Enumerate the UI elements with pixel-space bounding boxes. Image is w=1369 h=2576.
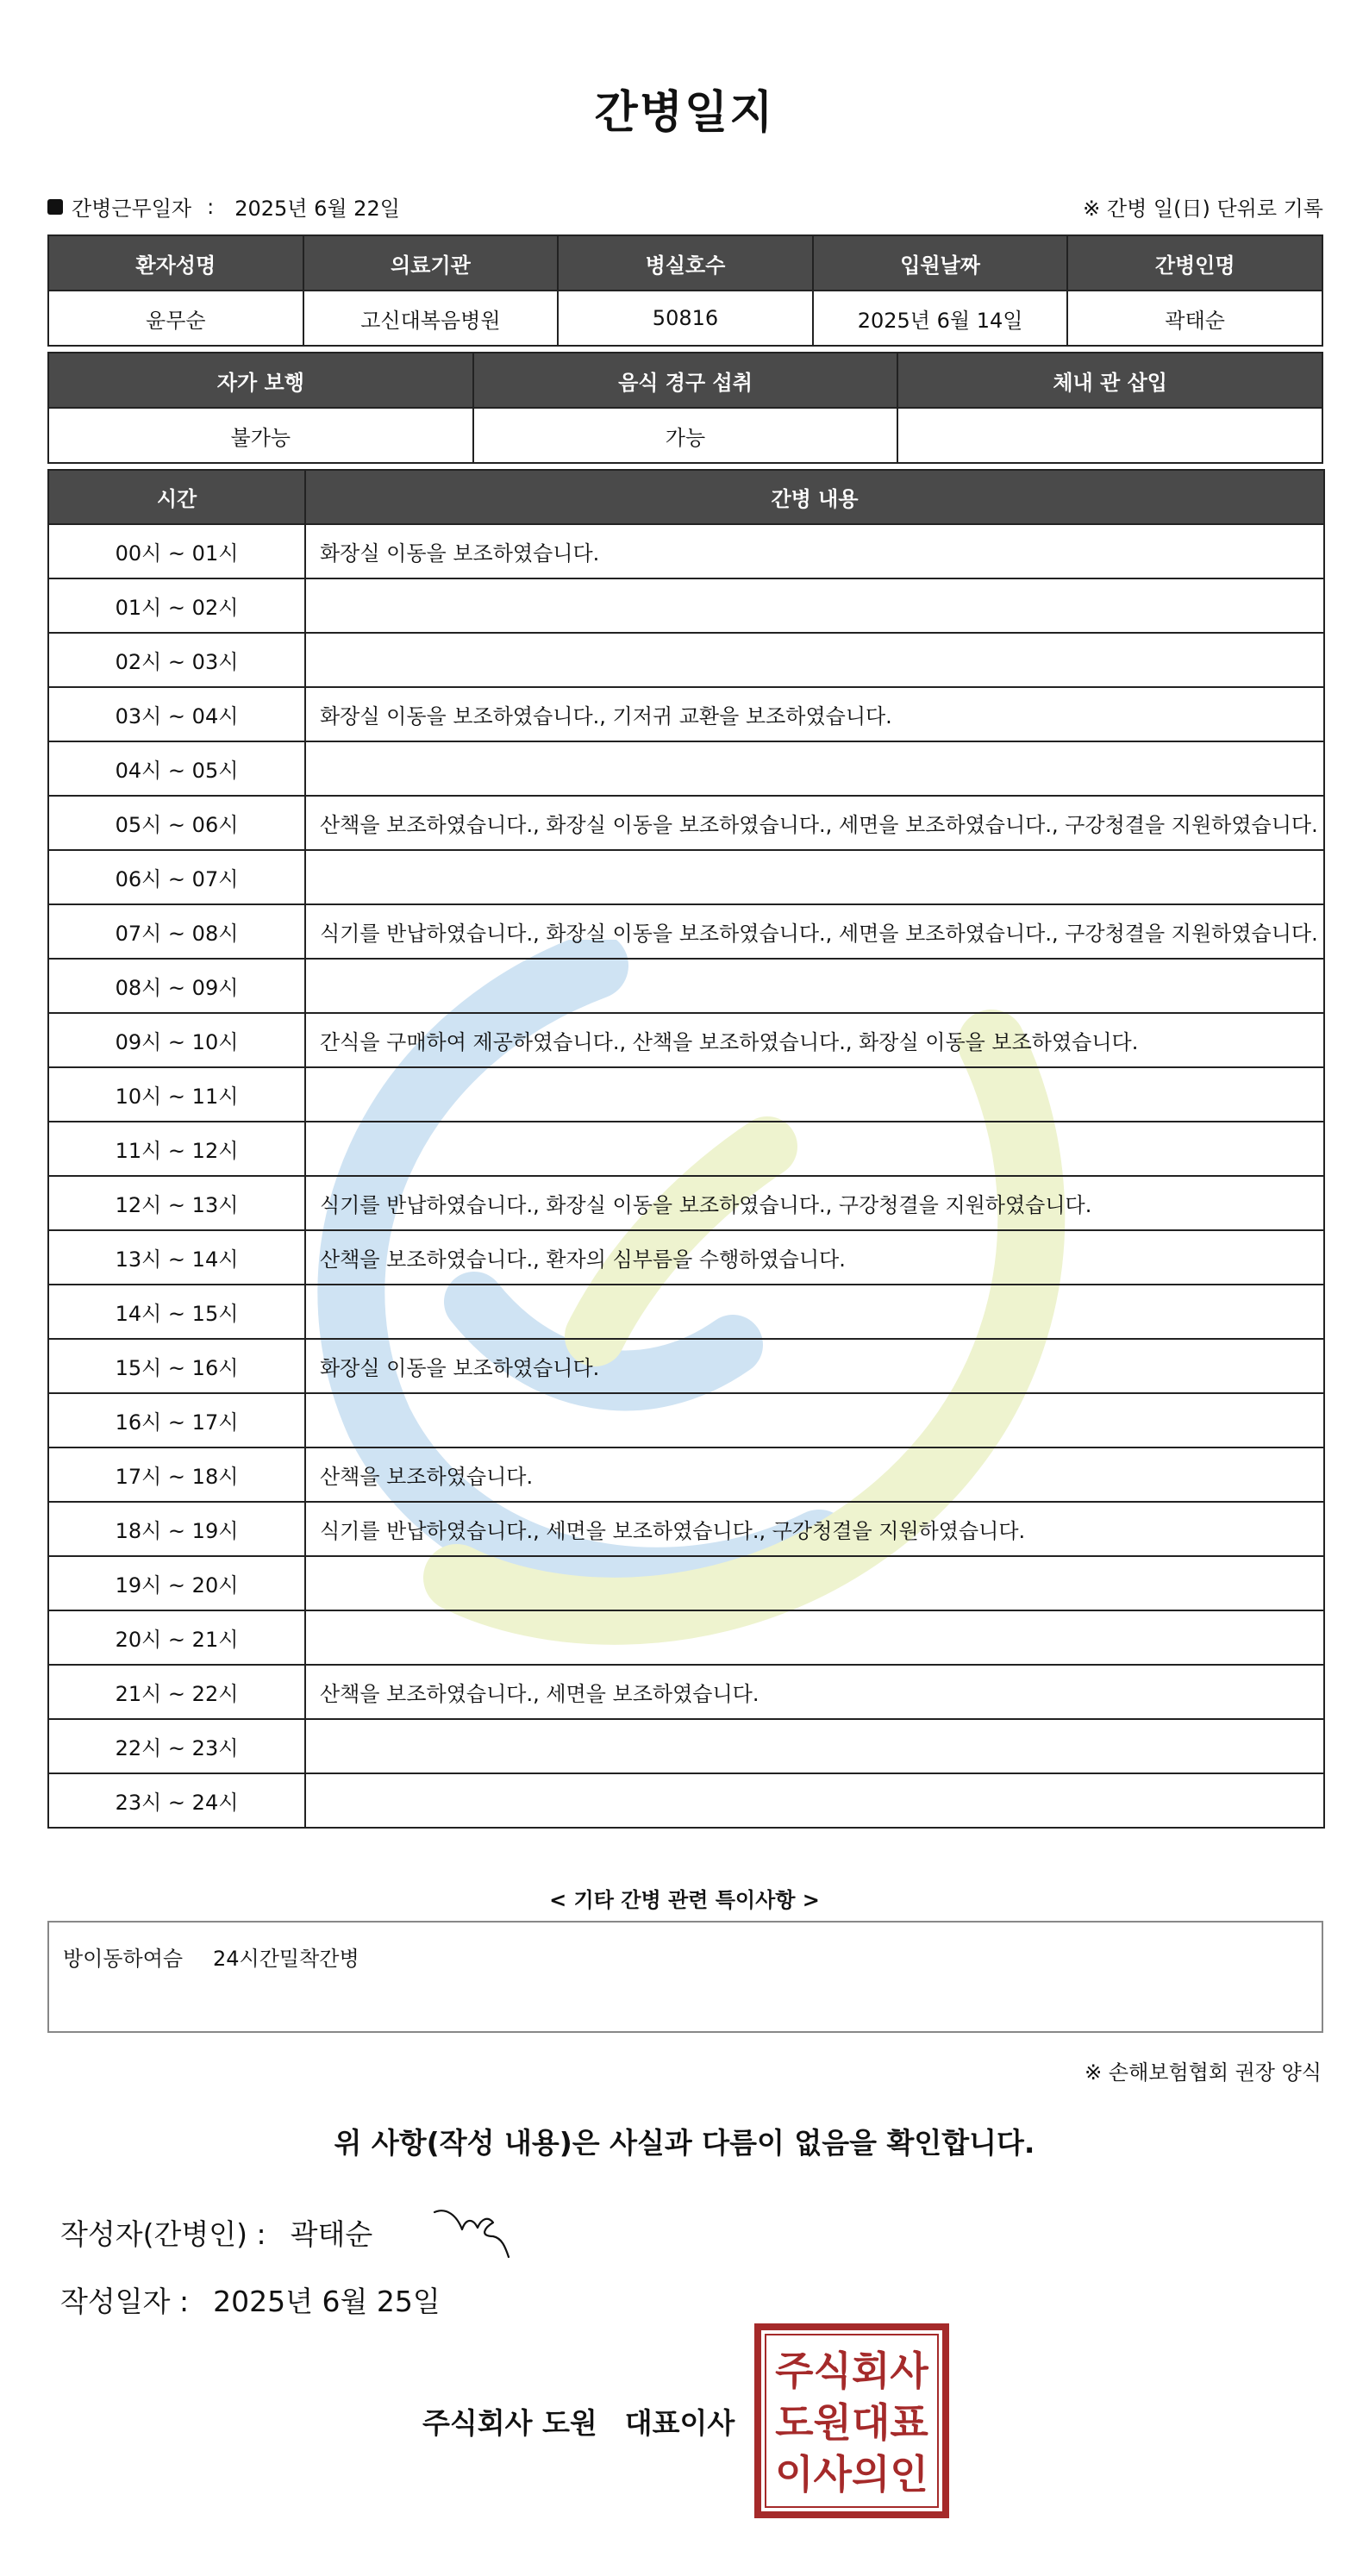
care-row bbox=[48, 1013, 1324, 1067]
care-row bbox=[48, 850, 1324, 904]
care-content-cell bbox=[305, 959, 1324, 1013]
self-walking-value: 불가능 bbox=[48, 408, 473, 463]
care-row bbox=[48, 1556, 1324, 1610]
care-row bbox=[48, 1610, 1324, 1665]
care-content-cell: 식기를 반납하였습니다., 화장실 이동을 보조하였습니다., 구강청결을 지원하였습니다. bbox=[305, 1176, 1324, 1230]
care-content-cell: 간식을 구매하여 제공하였습니다., 산책을 보조하였습니다., 화장실 이동을 보조하였습니다. bbox=[305, 1013, 1324, 1067]
care-log-table bbox=[47, 469, 1325, 1829]
confirmation-statement: 위 사항(작성 내용)은 사실과 다름이 없음을 확인합니다. bbox=[334, 2126, 1035, 2160]
care-row bbox=[48, 1447, 1324, 1502]
care-row bbox=[48, 1665, 1324, 1719]
notes-box bbox=[47, 1921, 1323, 2033]
work-date-row bbox=[47, 191, 1323, 222]
care-content-cell bbox=[305, 578, 1324, 633]
care-time-cell: 08시 ~ 09시 bbox=[48, 959, 305, 1013]
care-content-cell bbox=[305, 1719, 1324, 1773]
care-row bbox=[48, 1230, 1324, 1285]
care-content-cell: 화장실 이동을 보조하였습니다. bbox=[305, 524, 1324, 578]
patient-header-row bbox=[48, 235, 1322, 291]
patient-status-table bbox=[47, 352, 1323, 464]
company-seal bbox=[753, 2323, 950, 2519]
care-content-cell: 화장실 이동을 보조하였습니다., 기저귀 교환을 보조하였습니다. bbox=[305, 687, 1324, 741]
status-value-row bbox=[48, 408, 1322, 463]
care-content-cell: 식기를 반납하였습니다., 화장실 이동을 보조하였습니다., 세면을 보조하였습니다., 구강청결을 지원하였습니다. bbox=[305, 904, 1324, 959]
tube-insertion-value bbox=[897, 408, 1322, 463]
seal-line: 주식회사 bbox=[775, 2348, 928, 2394]
care-content-cell: 산책을 보조하였습니다., 화장실 이동을 보조하였습니다., 세면을 보조하였습니다., 구강청결을 지원하였습니다. bbox=[305, 796, 1324, 850]
hospital-name: 고신대복음병원 bbox=[303, 291, 559, 346]
header-admission-date: 입원날짜 bbox=[813, 235, 1068, 291]
care-content-cell: 화장실 이동을 보조하였습니다. bbox=[305, 1339, 1324, 1393]
company-signature-line bbox=[422, 2401, 735, 2442]
header-tube-insertion: 체내 관 삽입 bbox=[897, 353, 1322, 408]
care-content-cell bbox=[305, 850, 1324, 904]
care-content-cell: 산책을 보조하였습니다., 세면을 보조하였습니다. bbox=[305, 1665, 1324, 1719]
author-name: 곽태순 bbox=[290, 2217, 373, 2251]
company-role: 대표이사 bbox=[624, 2406, 735, 2440]
care-content-cell bbox=[305, 1067, 1324, 1122]
seal-line: 도원대표 bbox=[775, 2399, 928, 2446]
signature-mark bbox=[431, 2200, 517, 2260]
author-row bbox=[60, 2212, 372, 2253]
care-time-cell: 10시 ~ 11시 bbox=[48, 1067, 305, 1122]
patient-value-row bbox=[48, 291, 1322, 346]
care-row bbox=[48, 524, 1324, 578]
header-time: 시간 bbox=[48, 470, 305, 524]
header-caregiver: 간병인명 bbox=[1067, 235, 1322, 291]
care-content-cell bbox=[305, 1556, 1324, 1610]
care-time-cell: 04시 ~ 05시 bbox=[48, 741, 305, 796]
care-time-cell: 15시 ~ 16시 bbox=[48, 1339, 305, 1393]
company-name: 주식회사 도원 bbox=[422, 2406, 597, 2440]
oral-intake-value: 가능 bbox=[473, 408, 898, 463]
care-time-cell: 21시 ~ 22시 bbox=[48, 1665, 305, 1719]
care-time-cell: 00시 ~ 01시 bbox=[48, 524, 305, 578]
care-content-cell bbox=[305, 1610, 1324, 1665]
care-time-cell: 18시 ~ 19시 bbox=[48, 1502, 305, 1556]
care-time-cell: 07시 ~ 08시 bbox=[48, 904, 305, 959]
written-date-label: 작성일자 : bbox=[60, 2285, 190, 2318]
header-care-content: 간병 내용 bbox=[305, 470, 1324, 524]
care-row bbox=[48, 687, 1324, 741]
care-row bbox=[48, 1719, 1324, 1773]
care-time-cell: 03시 ~ 04시 bbox=[48, 687, 305, 741]
written-date-value: 2025년 6월 25일 bbox=[213, 2285, 441, 2318]
care-row bbox=[48, 1339, 1324, 1393]
care-row bbox=[48, 1393, 1324, 1447]
care-content-cell bbox=[305, 741, 1324, 796]
care-time-cell: 16시 ~ 17시 bbox=[48, 1393, 305, 1447]
header-oral-intake: 음식 경구 섭취 bbox=[473, 353, 898, 408]
status-header-row bbox=[48, 353, 1322, 408]
unit-note: ※ 간병 일(日) 단위로 기록 bbox=[1083, 197, 1323, 221]
care-row bbox=[48, 1502, 1324, 1556]
care-row bbox=[48, 1285, 1324, 1339]
work-date-label: 간병근무일자 bbox=[72, 197, 192, 221]
notes-title: < 기타 간병 관련 특이사항 > bbox=[549, 1888, 820, 1912]
header-patient-name: 환자성명 bbox=[48, 235, 303, 291]
care-time-cell: 11시 ~ 12시 bbox=[48, 1122, 305, 1176]
written-date-row bbox=[60, 2279, 441, 2320]
care-content-cell bbox=[305, 1122, 1324, 1176]
care-row bbox=[48, 904, 1324, 959]
care-row bbox=[48, 578, 1324, 633]
care-row bbox=[48, 741, 1324, 796]
care-time-cell: 06시 ~ 07시 bbox=[48, 850, 305, 904]
care-time-cell: 19시 ~ 20시 bbox=[48, 1556, 305, 1610]
care-time-cell: 02시 ~ 03시 bbox=[48, 633, 305, 687]
care-time-cell: 05시 ~ 06시 bbox=[48, 796, 305, 850]
care-time-cell: 13시 ~ 14시 bbox=[48, 1230, 305, 1285]
header-room: 병실호수 bbox=[558, 235, 813, 291]
care-content-cell: 식기를 반납하였습니다., 세면을 보조하였습니다., 구강청결을 지원하였습니다. bbox=[305, 1502, 1324, 1556]
care-time-cell: 23시 ~ 24시 bbox=[48, 1773, 305, 1828]
author-label: 작성자(간병인) : bbox=[60, 2217, 266, 2251]
work-date-value: 2025년 6월 22일 bbox=[234, 197, 400, 221]
seal-line: 이사의인 bbox=[775, 2451, 928, 2498]
note-item: 24시간밀착간병 bbox=[213, 1947, 359, 1971]
care-content-cell: 산책을 보조하였습니다., 환자의 심부름을 수행하였습니다. bbox=[305, 1230, 1324, 1285]
care-content-cell bbox=[305, 633, 1324, 687]
patient-name: 윤무순 bbox=[48, 291, 303, 346]
care-time-cell: 17시 ~ 18시 bbox=[48, 1447, 305, 1502]
care-content-cell bbox=[305, 1773, 1324, 1828]
care-time-cell: 09시 ~ 10시 bbox=[48, 1013, 305, 1067]
care-row bbox=[48, 1122, 1324, 1176]
care-content-cell bbox=[305, 1393, 1324, 1447]
header-self-walking: 자가 보행 bbox=[48, 353, 473, 408]
header-hospital: 의료기관 bbox=[303, 235, 559, 291]
patient-info-table bbox=[47, 234, 1323, 347]
work-date-group bbox=[47, 191, 400, 222]
caregiver-name: 곽태순 bbox=[1067, 291, 1322, 346]
care-row bbox=[48, 959, 1324, 1013]
note-item: 방이동하여슴 bbox=[63, 1947, 184, 1971]
care-time-cell: 14시 ~ 15시 bbox=[48, 1285, 305, 1339]
page-title: 간병일지 bbox=[594, 87, 775, 139]
care-row bbox=[48, 1067, 1324, 1122]
care-header-row bbox=[48, 470, 1324, 524]
work-date-colon: : bbox=[207, 194, 215, 219]
care-row bbox=[48, 1773, 1324, 1828]
form-source-note: ※ 손해보험협회 권장 양식 bbox=[1085, 2060, 1322, 2085]
care-time-cell: 12시 ~ 13시 bbox=[48, 1176, 305, 1230]
admission-date: 2025년 6월 14일 bbox=[813, 291, 1068, 346]
square-bullet-icon bbox=[47, 199, 63, 215]
care-row bbox=[48, 633, 1324, 687]
care-time-cell: 22시 ~ 23시 bbox=[48, 1719, 305, 1773]
care-time-cell: 20시 ~ 21시 bbox=[48, 1610, 305, 1665]
care-content-cell: 산책을 보조하였습니다. bbox=[305, 1447, 1324, 1502]
care-row bbox=[48, 1176, 1324, 1230]
care-time-cell: 01시 ~ 02시 bbox=[48, 578, 305, 633]
care-row bbox=[48, 796, 1324, 850]
care-content-cell bbox=[305, 1285, 1324, 1339]
room-number: 50816 bbox=[558, 291, 813, 346]
